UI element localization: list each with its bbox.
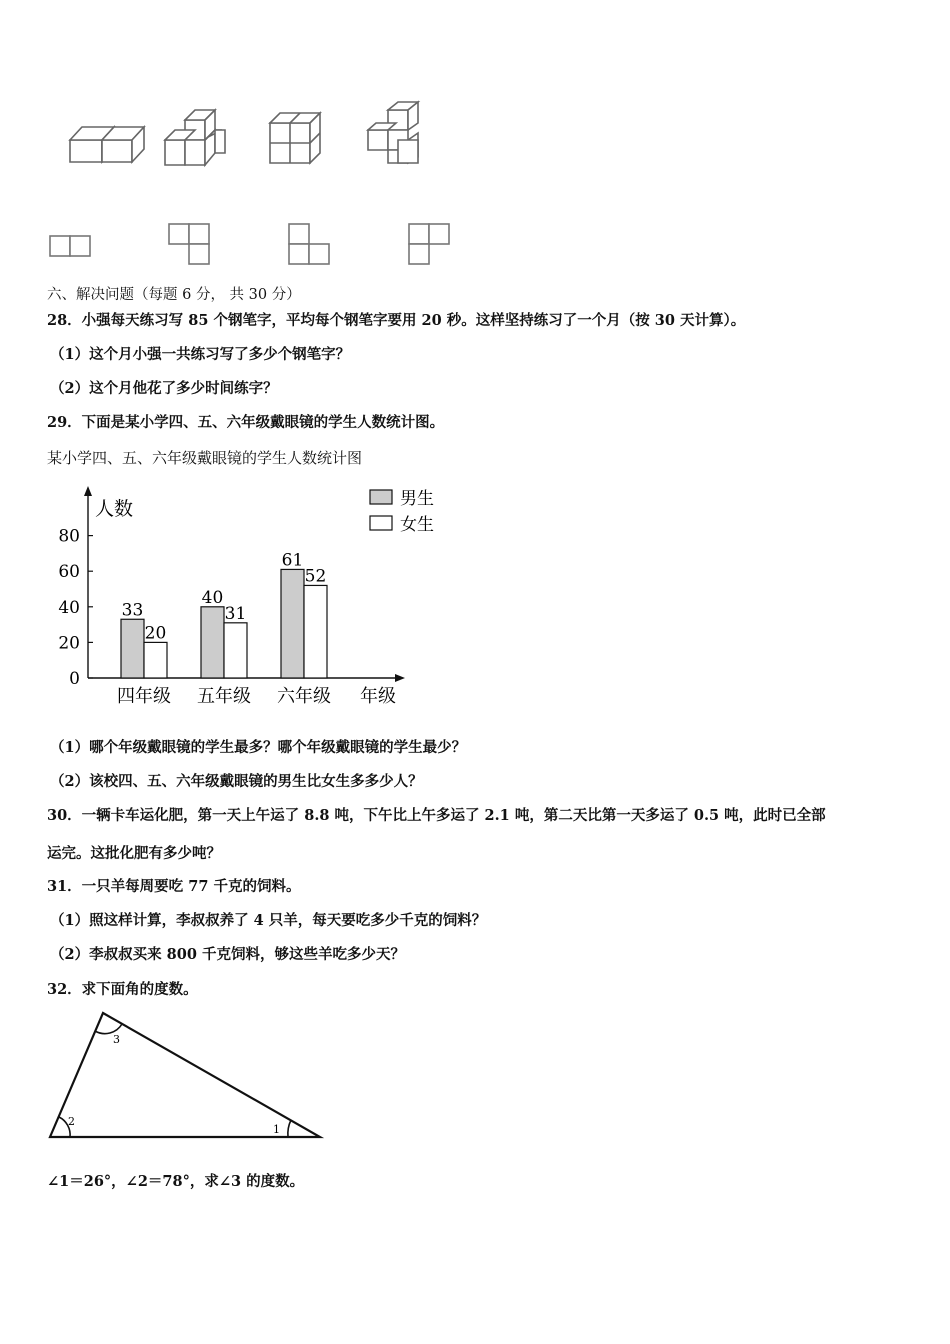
- chart-title: 某小学四、五、六年级戴眼镜的学生人数统计图: [47, 449, 363, 467]
- view-shapes: [45, 220, 465, 272]
- cube-figures: [60, 95, 440, 175]
- bar-value-label: 40: [201, 587, 224, 608]
- bar-girls: [224, 623, 247, 678]
- cube-figure-d: [368, 102, 418, 163]
- q29-sub2: （2）该校四、五、六年级戴眼镜的男生比女生多多少人？: [50, 773, 423, 790]
- q31-sub2: （2）李叔叔买来 800 千克饲料，够这些羊吃多少天？: [50, 946, 405, 963]
- y-tick-label: 80: [58, 526, 80, 547]
- q29-sub1: （1）哪个年级戴眼镜的学生最多？哪个年级戴眼镜的学生最少？: [50, 739, 467, 756]
- bar-chart: [45, 480, 455, 720]
- angle-label-3: 3: [113, 1033, 120, 1046]
- bar-boys: [201, 607, 224, 678]
- x-axis-label: 年级: [360, 686, 396, 707]
- view-shape-d: [409, 224, 449, 264]
- q31-sub1: （1）照这样计算，李叔叔养了 4 只羊，每天要吃多少千克的饲料？: [50, 912, 487, 929]
- q31-stem: 31．一只羊每周要吃 77 千克的饲料。: [47, 878, 301, 895]
- bar-value-label: 33: [121, 600, 144, 621]
- q32-stem: 32．求下面角的度数。: [47, 981, 198, 998]
- bar-boys: [121, 619, 144, 678]
- legend-label-boys: 男生: [400, 489, 434, 509]
- bar-value-label: 31: [224, 603, 247, 624]
- angle-arc-1: [288, 1120, 291, 1137]
- x-tick-label: 六年级: [277, 686, 331, 707]
- bar-value-label: 52: [304, 566, 327, 587]
- bar-value-label: 20: [144, 623, 167, 644]
- y-tick-label: 0: [69, 669, 80, 689]
- cube-figure-b: [165, 110, 225, 165]
- bar-girls: [144, 642, 167, 678]
- bar-boys: [281, 569, 304, 678]
- cube-figure-a: [70, 127, 144, 162]
- q30-line1: 30．一辆卡车运化肥，第一天上午运了 8.8 吨，下午比上午多运了 2.1 吨，第二天比第一天多运了 0.5 吨，此时已全部: [47, 807, 826, 824]
- bar-value-label: 61: [281, 550, 304, 571]
- legend-label-girls: 女生: [400, 515, 434, 535]
- y-axis-label: 人数: [95, 498, 134, 520]
- x-axis-arrow: [395, 674, 405, 682]
- angle-label-2: 2: [68, 1115, 75, 1128]
- y-axis-arrow: [84, 486, 92, 496]
- legend-swatch-boys: [370, 490, 392, 504]
- cube-figure-c: [270, 113, 320, 163]
- view-shape-a: [50, 236, 90, 256]
- q28-sub2: （2）这个月他花了多少时间练字？: [50, 380, 278, 397]
- x-tick-label: 四年级: [117, 686, 171, 707]
- y-tick-label: 60: [58, 562, 80, 583]
- section-heading: 六、解决问题（每题 6 分， 共 30 分）: [47, 287, 301, 303]
- y-tick-label: 20: [58, 633, 80, 654]
- bar-girls: [304, 585, 327, 678]
- view-shape-c: [289, 224, 329, 264]
- y-tick-label: 40: [58, 597, 80, 618]
- q30-line2: 运完。这批化肥有多少吨？: [47, 845, 221, 862]
- triangle: [50, 1013, 320, 1137]
- q28-sub1: （1）这个月小强一共练习写了多少个钢笔字？: [50, 346, 351, 363]
- q29-stem: 29．下面是某小学四、五、六年级戴眼镜的学生人数统计图。: [47, 414, 445, 431]
- view-shape-b: [169, 224, 209, 264]
- q32-condition: ∠1＝26°，∠2＝78°，求∠3 的度数。: [47, 1173, 305, 1190]
- legend-swatch-girls: [370, 516, 392, 530]
- triangle-figure: [40, 1005, 340, 1150]
- x-tick-label: 五年级: [197, 686, 251, 707]
- angle-label-1: 1: [273, 1123, 280, 1136]
- q28-stem: 28．小强每天练习写 85 个钢笔字，平均每个钢笔字要用 20 秒。这样坚持练习了一个月（按 30 天计算）。: [47, 312, 746, 329]
